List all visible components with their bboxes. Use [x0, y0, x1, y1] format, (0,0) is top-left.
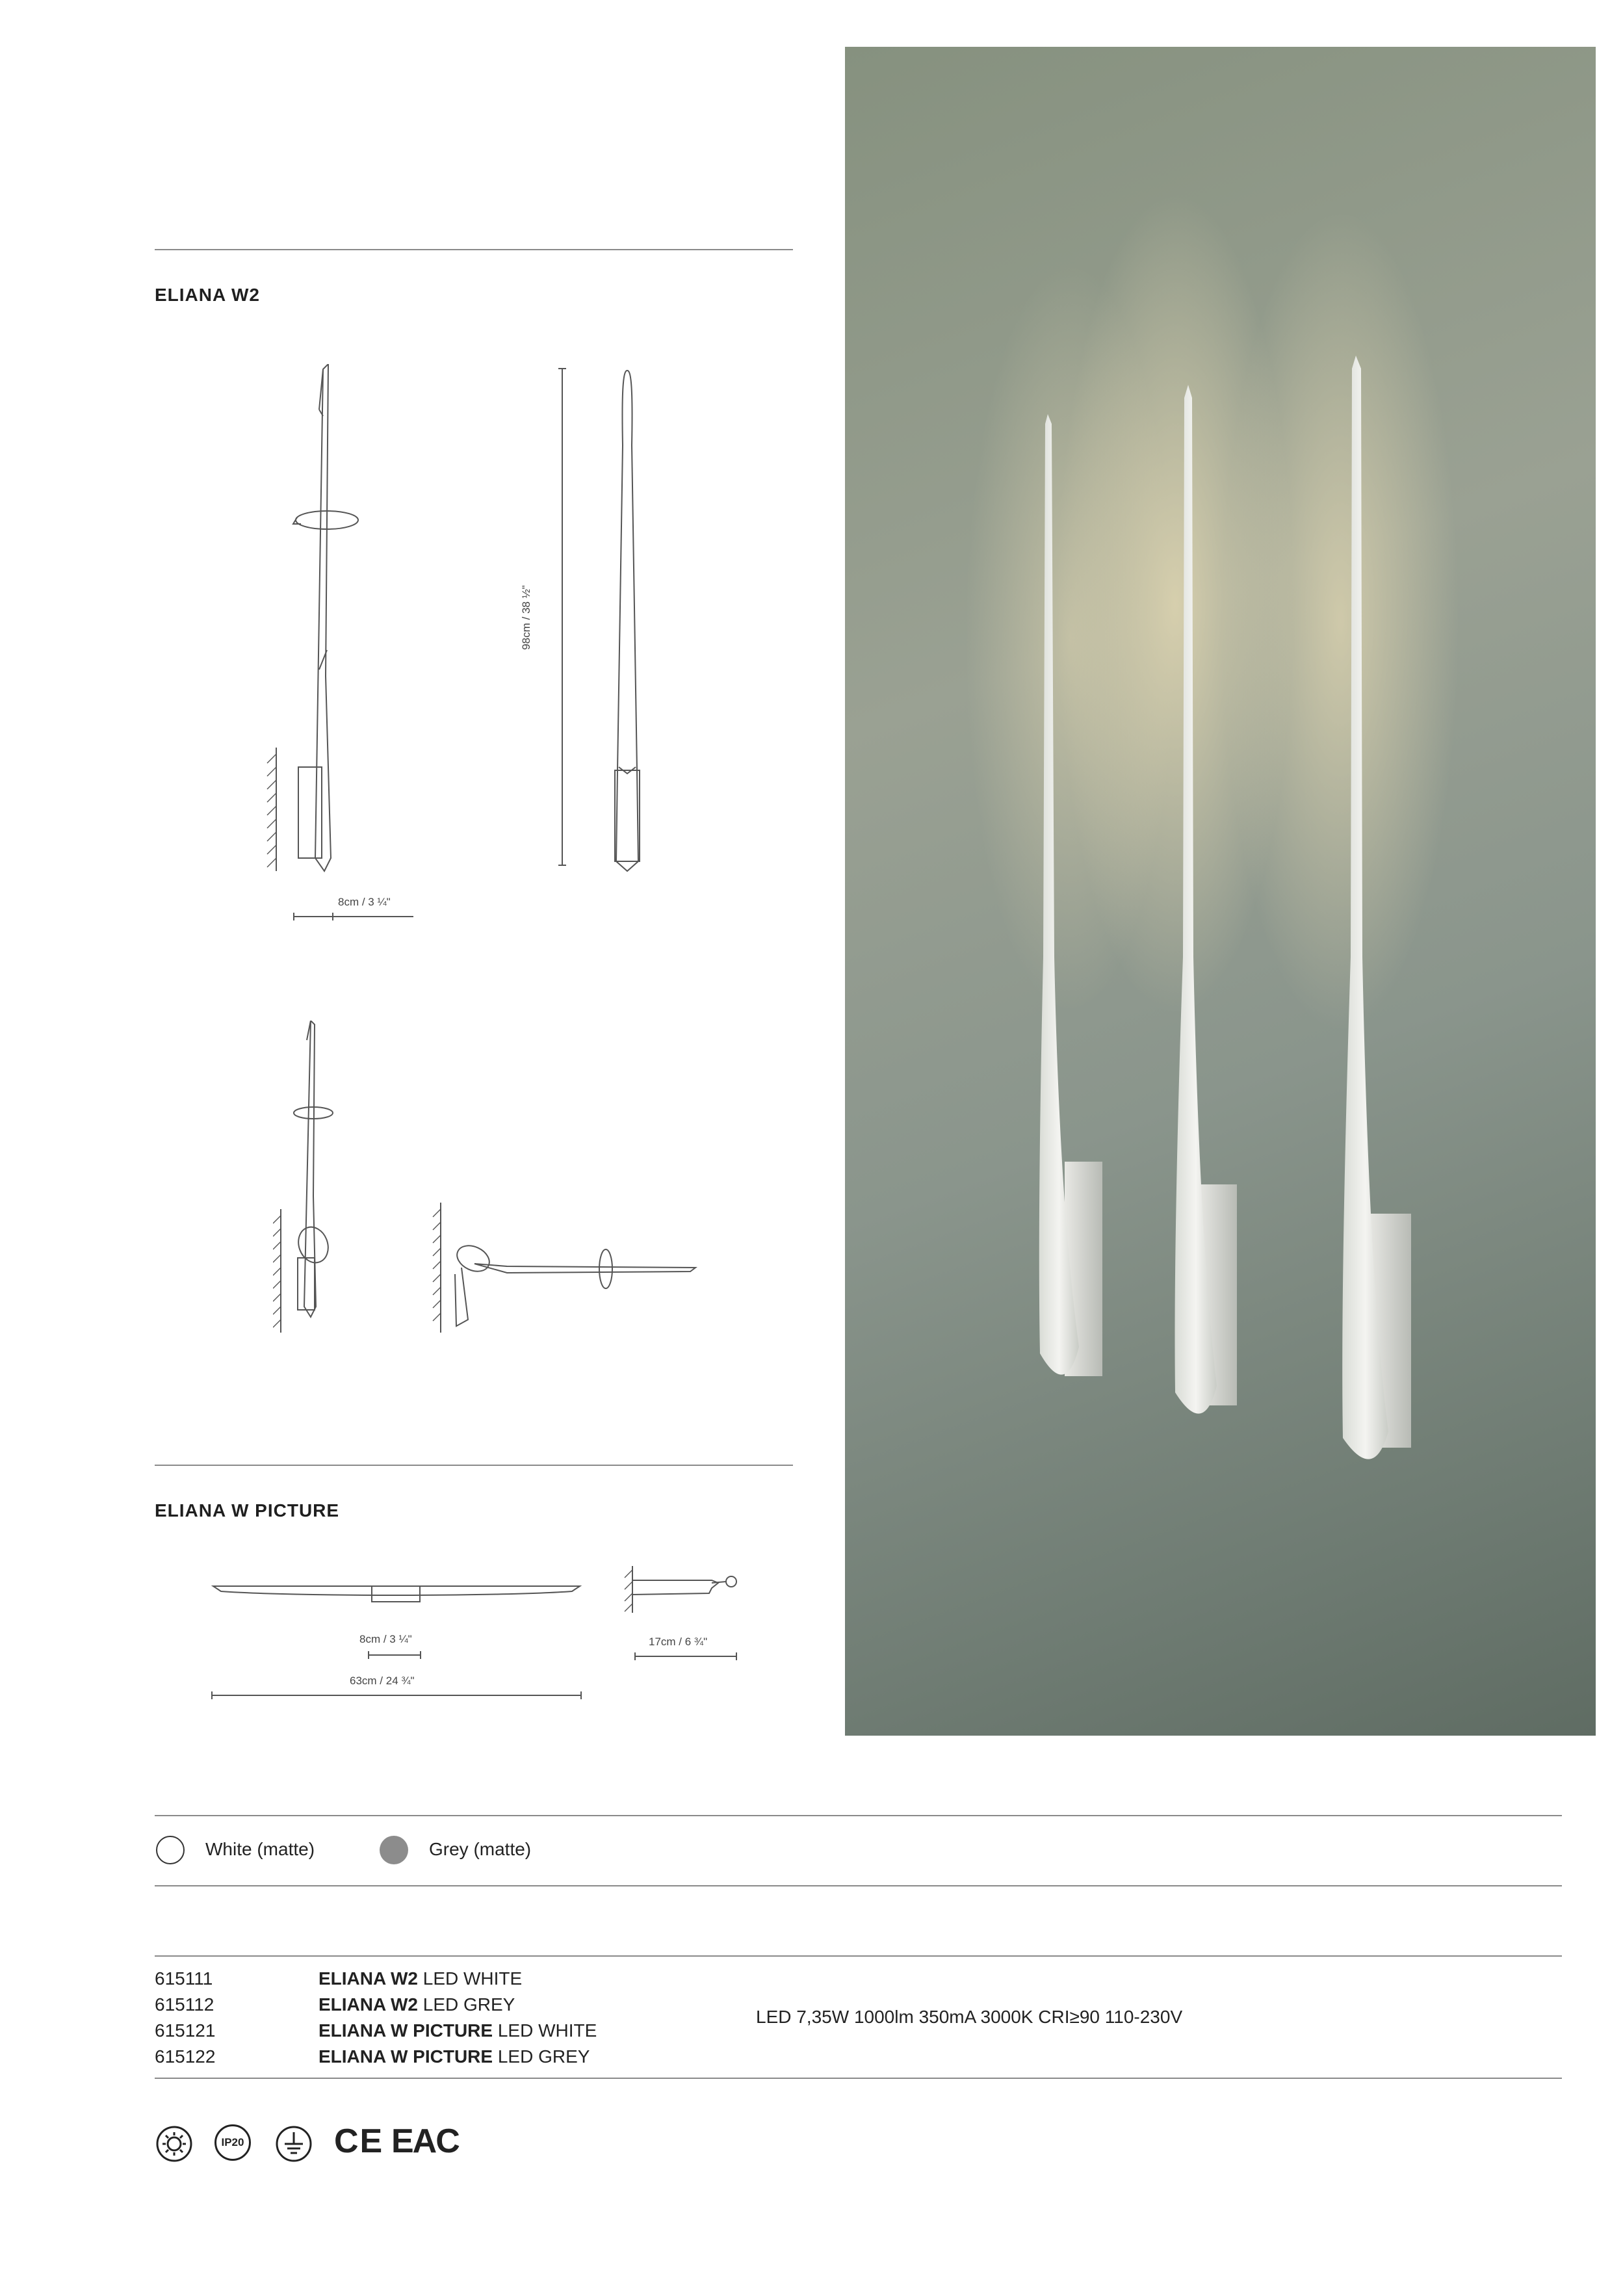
- technical-spec: LED 7,35W 1000lm 350mA 3000K CRI≥90 110-230V: [756, 2007, 1183, 2027]
- product-variant: LED WHITE: [497, 2020, 597, 2041]
- picture-base-dimension: 8cm / 3 ¼": [359, 1633, 412, 1645]
- ip-rating-text: IP20: [221, 2136, 244, 2148]
- section-title-w2: ELIANA W2: [155, 285, 260, 305]
- earth-ground-icon: [274, 2124, 313, 2163]
- product-name: ELIANA W2: [318, 1968, 418, 1989]
- section-rule-w2: [155, 249, 793, 250]
- w2-height-dimension: 98cm / 38 ½": [519, 585, 532, 650]
- product-row: [155, 2044, 590, 2070]
- product-variant: LED GREY: [497, 2046, 590, 2067]
- section-rule-picture: [155, 1465, 793, 1466]
- eac-mark-icon: EAC: [391, 2122, 459, 2160]
- lamp-1: [1039, 414, 1102, 1376]
- picture-width-dimension: 63cm / 24 ¾": [350, 1675, 415, 1687]
- w2-folded-side-drawing: [273, 1021, 344, 1339]
- products-top-rule: [155, 1955, 1562, 1957]
- section-title-picture: ELIANA W PICTURE: [155, 1500, 340, 1520]
- w2-folded-horizontal-drawing: [422, 1196, 702, 1339]
- product-row: [155, 2018, 597, 2044]
- finish-label-white: White (matte): [205, 1839, 315, 1859]
- picture-front-view-drawing: [208, 1573, 585, 1612]
- product-row: [155, 1966, 522, 1992]
- picture-base-dimension-line: [367, 1650, 422, 1660]
- product-code: 615111: [155, 1968, 213, 1989]
- product-code: 615122: [155, 2046, 216, 2067]
- product-row: [155, 1992, 515, 2018]
- ip-rating-icon: [214, 2124, 251, 2161]
- picture-depth-dimension-line: [634, 1651, 738, 1662]
- finish-swatch-white: [156, 1836, 185, 1864]
- ce-mark-icon: CE: [334, 2122, 384, 2160]
- w2-depth-dimension: 8cm / 3 ¼": [338, 896, 391, 908]
- product-code: 615112: [155, 1994, 214, 2015]
- product-photo: [845, 47, 1596, 1736]
- picture-side-view-drawing: [614, 1563, 744, 1615]
- products-bottom-rule: [155, 2078, 1562, 2079]
- product-code: 615121: [155, 2020, 216, 2041]
- picture-depth-dimension: 17cm / 6 ¾": [649, 1636, 708, 1648]
- finishes-bottom-rule: [155, 1885, 1562, 1886]
- finishes-top-rule: [155, 1815, 1562, 1816]
- product-name: ELIANA W2: [318, 1994, 418, 2015]
- picture-width-dimension-line: [211, 1690, 582, 1701]
- w2-depth-dimension-line: [292, 910, 416, 923]
- product-variant: LED GREY: [422, 1994, 515, 2015]
- w2-side-view-drawing: [263, 364, 419, 930]
- product-name: ELIANA W PICTURE: [318, 2020, 493, 2041]
- finish-swatch-grey: [380, 1836, 408, 1864]
- w2-front-view-drawing: [604, 367, 650, 874]
- finish-label-grey: Grey (matte): [429, 1839, 532, 1859]
- product-name: ELIANA W PICTURE: [318, 2046, 493, 2067]
- lamp-3: [1342, 356, 1411, 1459]
- dimmable-icon: [155, 2124, 194, 2163]
- w2-height-dimension-line: [556, 367, 569, 868]
- product-variant: LED WHITE: [422, 1968, 523, 1989]
- lamp-2: [1175, 385, 1238, 1414]
